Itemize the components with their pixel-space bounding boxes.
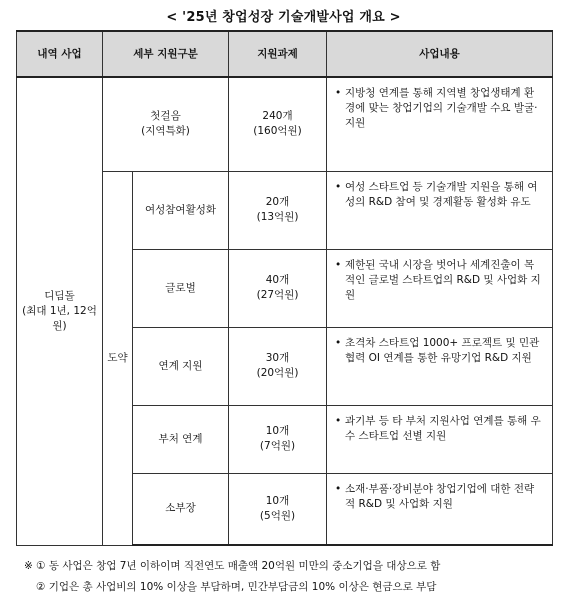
task-budget: (20억원)	[256, 367, 299, 379]
task-count: 10개	[265, 494, 290, 507]
description-text: 초격차 스타트업 1000+ 프로젝트 및 민관협력 OI 연계를 통한 유망기업 R&D 지원	[345, 336, 540, 364]
task-count: 10개	[265, 425, 290, 437]
tasks-cell	[229, 77, 327, 171]
description-text: 제한된 국내 시장을 벗어나 세계진출이 목적인 글로벌 스타트업의 R&D 및 사업화 지원	[345, 258, 541, 301]
table-header-row	[17, 31, 553, 77]
description-cell	[327, 77, 553, 171]
category-name: 소부장	[165, 502, 196, 515]
task-count: 240개	[262, 110, 293, 123]
task-count: 40개	[265, 274, 290, 286]
page-title: < '25년 창업성장 기술개발사업 개요 >	[166, 10, 401, 25]
task-budget: (13억원)	[256, 211, 299, 223]
program-sub: (최대 1년, 12억원)	[22, 304, 97, 332]
tasks-cell	[229, 171, 327, 249]
category-name: 부처 연계	[158, 432, 203, 445]
category-name: 글로벌	[165, 281, 196, 294]
description-cell	[327, 249, 553, 327]
description-text: 과기부 등 타 부처 지원사업 연계를 통해 우수 스타트업 선별 지원	[345, 414, 541, 442]
description-cell	[327, 171, 553, 249]
description-text: 여성 스타트업 등 기술개발 지원을 통해 여성의 R&D 참여 및 경제활동 활성화 유도	[345, 180, 538, 208]
table-row	[17, 77, 553, 171]
category-name: 여성참여활성화	[145, 203, 217, 216]
category-cell	[133, 249, 229, 327]
program-name: 디딤돌	[44, 289, 75, 302]
category-name: 첫걸음	[150, 110, 181, 123]
description-cell	[327, 405, 553, 473]
bullet-mark: •	[335, 336, 342, 349]
task-budget: (27억원)	[256, 289, 299, 301]
task-budget: (160억원)	[253, 125, 302, 138]
header-support-category: 세부 지원구분	[103, 31, 229, 77]
task-count: 20개	[265, 196, 290, 208]
category-cell	[103, 77, 229, 171]
description-cell	[327, 473, 553, 545]
category-name: 연계 지원	[158, 359, 203, 372]
header-tasks: 지원과제	[229, 31, 327, 77]
category-cell	[133, 405, 229, 473]
task-budget: (5억원)	[259, 509, 296, 522]
task-budget: (7억원)	[259, 440, 296, 452]
footnotes	[24, 556, 564, 598]
leap-group-cell: 도약	[103, 171, 133, 545]
program-overview-table	[16, 30, 553, 546]
category-cell	[133, 171, 229, 249]
bullet-mark: •	[335, 87, 342, 99]
bullet-mark: •	[335, 258, 342, 271]
tasks-cell	[229, 249, 327, 327]
category-cell	[133, 327, 229, 405]
tasks-cell	[229, 327, 327, 405]
program-cell	[17, 77, 103, 545]
category-cell	[133, 473, 229, 545]
footnote-1: ※ ① 동 사업은 창업 7년 이하이며 직전연도 매출액 20억원 미만의 중소기업을 대상으로 함	[24, 560, 441, 572]
tasks-cell	[229, 405, 327, 473]
bullet-mark: •	[335, 414, 342, 427]
tasks-cell	[229, 473, 327, 545]
category-sub: (지역특화)	[141, 125, 190, 138]
bullet-mark: •	[335, 482, 342, 495]
task-count: 30개	[265, 352, 290, 364]
header-program: 내역 사업	[17, 31, 103, 77]
description-text: 소재·부품·장비분야 창업기업에 대한 전략적 R&D 및 사업화 지원	[345, 482, 535, 510]
description-text: 지방청 연계를 통해 지역별 창업생태계 환경에 맞는 창업기업의 기술개발 수요 발굴·지원	[345, 87, 538, 129]
footnote-2: ② 기업은 총 사업비의 10% 이상을 부담하며, 민간부담금의 10% 이상은 현금으로 부담	[36, 581, 437, 593]
description-cell	[327, 327, 553, 405]
bullet-mark: •	[335, 180, 342, 193]
header-description: 사업내용	[327, 31, 553, 77]
